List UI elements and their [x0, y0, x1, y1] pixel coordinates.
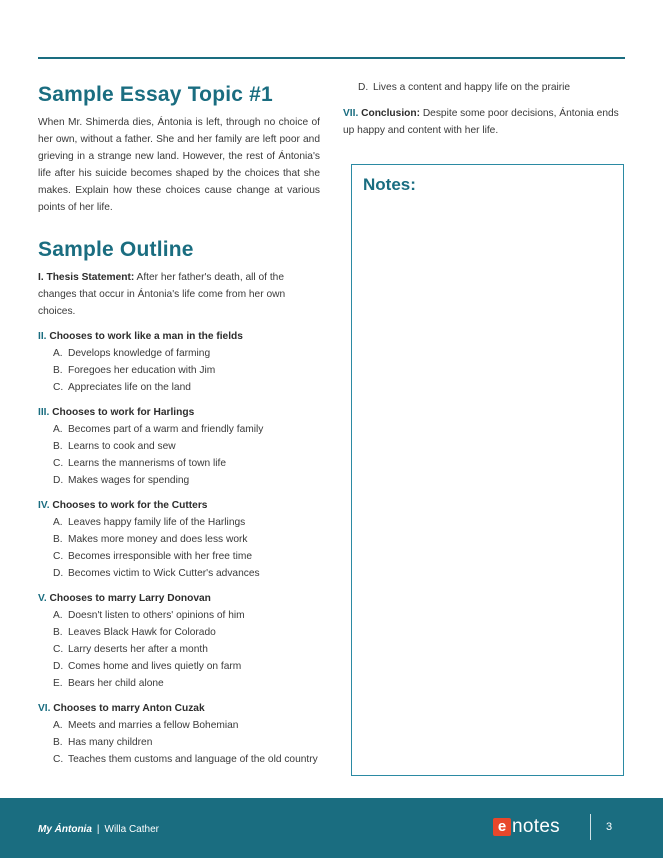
- section-heading-text: Chooses to work like a man in the fields: [46, 331, 243, 342]
- section-numeral: V.: [38, 593, 47, 604]
- conclusion-text: Despite some poor decisions, Ántonia ends up happy and content with her life.: [343, 108, 619, 136]
- top-divider: [38, 57, 625, 59]
- section-numeral: II.: [38, 331, 47, 342]
- left-column: [38, 78, 320, 768]
- item-text: Becomes irresponsible with her free time: [68, 551, 253, 562]
- item-text: Comes home and lives quietly on farm: [68, 661, 242, 672]
- notes-title: Notes:: [363, 175, 416, 194]
- list-item: [38, 379, 320, 396]
- item-text: Becomes part of a warm and friendly family: [68, 424, 264, 435]
- section-heading-text: Chooses to marry Anton Cuzak: [50, 703, 205, 714]
- item-letter: A.: [53, 424, 63, 435]
- conclusion: [343, 105, 625, 139]
- essay-topic-title: Sample Essay Topic #1: [38, 83, 273, 106]
- item-letter: C.: [53, 754, 64, 765]
- item-text: Appreciates life on the land: [68, 382, 191, 393]
- item-letter: D.: [53, 568, 64, 579]
- item-text: Doesn't listen to others' opinions of him: [68, 610, 245, 621]
- conclusion-numeral: VII.: [343, 108, 359, 119]
- item-text: Leaves Black Hawk for Colorado: [68, 627, 216, 638]
- footer-divider: [590, 814, 591, 840]
- item-text: Makes more money and does less work: [68, 534, 248, 545]
- section-numeral: VI.: [38, 703, 51, 714]
- logo-e-icon: e: [493, 818, 511, 836]
- section-heading-text: Chooses to marry Larry Donovan: [46, 593, 211, 604]
- item-letter: D.: [53, 661, 64, 672]
- item-letter: B.: [53, 441, 63, 452]
- item-letter: C.: [53, 458, 64, 469]
- item-text: Learns the mannerisms of town life: [68, 458, 226, 469]
- item-letter: B.: [53, 627, 63, 638]
- section-numeral: IV.: [38, 500, 50, 511]
- item-letter: E.: [53, 678, 63, 689]
- logo-wordmark: notes: [512, 816, 560, 837]
- list-item: [38, 675, 320, 692]
- footer-bar: [0, 798, 663, 858]
- item-letter: B.: [53, 365, 63, 376]
- outline-section-ii: [38, 329, 320, 396]
- list-item: [38, 734, 320, 751]
- list-item: [38, 641, 320, 658]
- thesis-text: After her father's death, all of the changes that occur in Ántonia's life come from her own choices.: [38, 272, 286, 317]
- item-text: Larry deserts her after a month: [68, 644, 208, 655]
- conclusion-label: Conclusion:: [358, 108, 420, 119]
- section-heading: [38, 591, 320, 607]
- section-heading-text: Chooses to work for the Cutters: [49, 500, 208, 511]
- thesis-label: I. Thesis Statement:: [38, 272, 135, 283]
- footer-book-title: My Ántonia: [38, 824, 92, 835]
- section-heading: [38, 329, 320, 345]
- list-item: [38, 438, 320, 455]
- outline-section-vi: [38, 701, 320, 768]
- outline-title: Sample Outline: [38, 238, 194, 261]
- list-item: [38, 362, 320, 379]
- item-text: Lives a content and happy life on the prairie: [373, 82, 571, 93]
- item-letter: B.: [53, 737, 63, 748]
- item-letter: A.: [53, 517, 63, 528]
- footer-book-info: [38, 824, 159, 835]
- section-heading: [38, 405, 320, 421]
- page-number: 3: [606, 821, 613, 833]
- item-text: Learns to cook and sew: [68, 441, 176, 452]
- section-numeral: III.: [38, 407, 50, 418]
- thesis-statement: [38, 269, 320, 320]
- list-item: [38, 421, 320, 438]
- footer-separator: |: [96, 824, 100, 835]
- list-item: [38, 548, 320, 565]
- list-item: [38, 472, 320, 489]
- list-item: [38, 658, 320, 675]
- item-letter: C.: [53, 644, 64, 655]
- item-text: Meets and marries a fellow Bohemian: [68, 720, 239, 731]
- right-column: [343, 78, 625, 139]
- item-text: Foregoes her education with Jim: [68, 365, 216, 376]
- item-text: Makes wages for spending: [68, 475, 190, 486]
- item-letter: D.: [53, 475, 64, 486]
- item-letter: A.: [53, 720, 63, 731]
- list-item: [38, 717, 320, 734]
- item-text: Develops knowledge of farming: [68, 348, 211, 359]
- enotes-logo[interactable]: [493, 818, 560, 836]
- list-item: [38, 624, 320, 641]
- section-heading-text: Chooses to work for Harlings: [49, 407, 195, 418]
- section-heading: [38, 498, 320, 514]
- essay-topic-body: When Mr. Shimerda dies, Ántonia is left, through no choice of her own, without a father. She and her family are left poor and grieving in a strange new land. However, the rest of Ántonia's life after his suicide becomes shaped by the choices that she makes. Explain how these choices cause change at various points of her life.: [38, 117, 320, 213]
- item-letter: C.: [53, 551, 64, 562]
- outline-section-v: [38, 591, 320, 692]
- list-item: [38, 514, 320, 531]
- item-text: Teaches them customs and language of the old country: [68, 754, 318, 765]
- footer-author: Willa Cather: [104, 824, 159, 835]
- item-letter: D.: [358, 82, 369, 93]
- item-text: Becomes victim to Wick Cutter's advances: [68, 568, 260, 579]
- item-letter: A.: [53, 610, 63, 621]
- outline-section-iii: [38, 405, 320, 489]
- item-letter: C.: [53, 382, 64, 393]
- item-letter: A.: [53, 348, 63, 359]
- item-text: Has many children: [68, 737, 153, 748]
- list-item: [38, 607, 320, 624]
- item-text: Bears her child alone: [68, 678, 164, 689]
- list-item-continued: [343, 79, 625, 96]
- section-heading: [38, 701, 320, 717]
- list-item: [38, 531, 320, 548]
- list-item: [38, 565, 320, 582]
- list-item: [38, 751, 320, 768]
- item-letter: B.: [53, 534, 63, 545]
- list-item: [38, 455, 320, 472]
- outline-section-iv: [38, 498, 320, 582]
- list-item: [38, 345, 320, 362]
- notes-box: [351, 164, 624, 776]
- item-text: Leaves happy family life of the Harlings: [68, 517, 246, 528]
